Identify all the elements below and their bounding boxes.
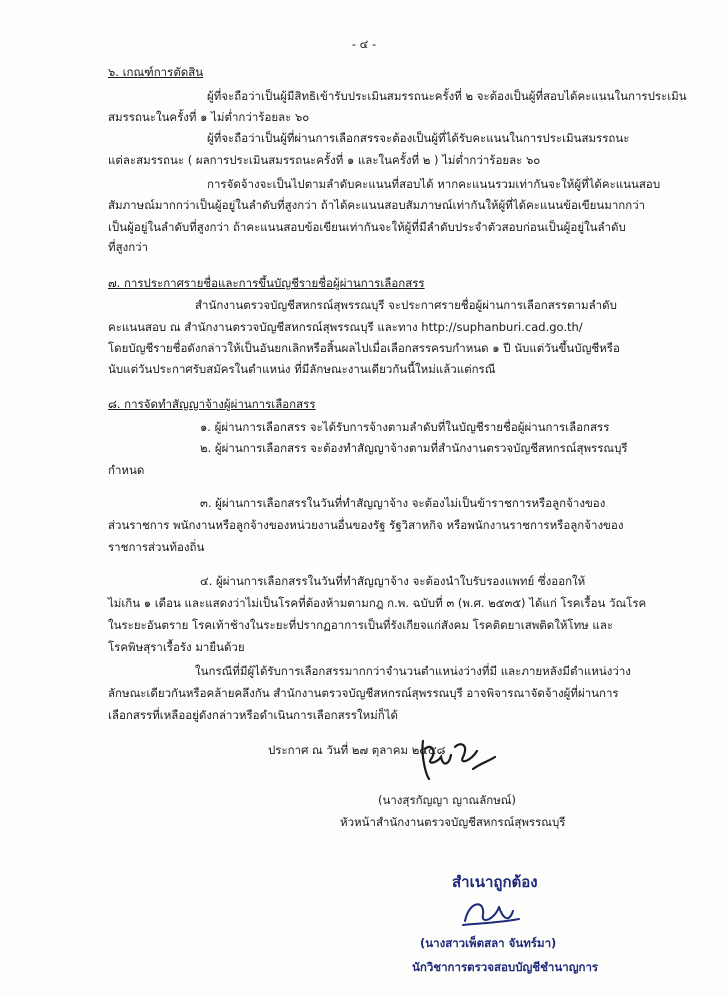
section-7-line: คะแนนสอบ ณ สำนักงานตรวจบัญชีสหกรณ์สุพรรณบุรี และทาง http://suphanburi.cad.go.th/: [108, 320, 583, 334]
section-6-line: เป็นผู้อยู่ในลำดับที่สูงกว่า ถ้าคะแนนสอบข้อเขียนเท่ากันจะให้ผู้ที่มีลำดับประจำตัวสอบก่อนเป็นผู้อยู่ในลำดับ: [108, 220, 626, 234]
signer-name: (นางสุรกัญญา ญาณลักษณ์): [378, 793, 516, 807]
section-8-line: โรคพิษสุราเรื้อรัง มายืนด้วย: [108, 640, 245, 654]
section-8-line: ราชการส่วนท้องถิ่น: [108, 540, 205, 554]
signer-title: หัวหน้าสำนักงานตรวจบัญชีสหกรณ์สุพรรณบุรี: [340, 815, 566, 829]
certifier-name: (นางสาวเพ็ตสลา จันทร์มา): [420, 936, 557, 950]
certified-copy-label: สำเนาถูกต้อง: [452, 873, 538, 891]
section-6-heading: ๖. เกณฑ์การตัดสิน: [108, 65, 204, 79]
section-8-line: ๓. ผู้ผ่านการเลือกสรรในวันที่ทำสัญญาจ้าง จะต้องไม่เป็นข้าราชการหรือลูกจ้างของ: [200, 496, 606, 510]
section-8-line: ๑. ผู้ผ่านการเลือกสรร จะได้รับการจ้างตามลำดับที่ในบัญชีรายชื่อผู้ผ่านการเลือกสรร: [200, 420, 610, 434]
section-6-line: แต่ละสมรรถนะ ( ผลการประเมินสมรรถนะครั้งที่ ๑ และในครั้งที่ ๒ ) ไม่ต่ำกว่าร้อยละ ๖๐: [108, 153, 541, 167]
announce-date: ประกาศ ณ วันที่ ๒๗ ตุลาคม ๒๕๕๘: [268, 743, 446, 757]
certifier-title: นักวิชาการตรวจสอบบัญชีชำนาญการ: [412, 960, 599, 974]
certifier-signature-image: [455, 893, 525, 933]
section-6-line: สัมภาษณ์มากกว่าเป็นผู้อยู่ในลำดับที่สูงกว่า ถ้าได้คะแนนสอบสัมภาษณ์เท่ากันให้ผู้ที่ได้คะแนนข้อเขียนมากกว่า: [108, 198, 646, 212]
section-6-line: สมรรถนะในครั้งที่ ๑ ไม่ต่ำกว่าร้อยละ ๖๐: [108, 110, 310, 124]
section-8-line: เลือกสรรที่เหลืออยู่ดังกล่าวหรือดำเนินการเลือกสรรใหม่ก็ได้: [108, 708, 398, 722]
section-7-line: โดยบัญชีรายชื่อดังกล่าวให้เป็นอันยกเลิกหรือสิ้นผลไปเมื่อเลือกสรรครบกำหนด ๑ ปี นับแต่วันขึ้นบัญชีหรือ: [108, 341, 620, 355]
section-8-line: ๔. ผู้ผ่านการเลือกสรรในวันที่ทำสัญญาจ้าง จะต้องนำใบรับรองแพทย์ ซึ่งออกให้: [200, 574, 586, 588]
section-6-line: ผู้ที่จะถือว่าเป็นผู้ที่ผ่านการเลือกสรรจะต้องเป็นผู้ที่ได้รับคะแนนในการประเมินสมรรถนะ: [207, 131, 630, 145]
section-6-line: ผู้ที่จะถือว่าเป็นผู้มีสิทธิเข้ารับประเมินสมรรถนะครั้งที่ ๒ จะต้องเป็นผู้ที่สอบได้คะแนนในการประเมิน: [207, 89, 687, 103]
section-8-line: ๒. ผู้ผ่านการเลือกสรร จะต้องทำสัญญาจ้างตามที่สำนักงานตรวจบัญชีสหกรณ์สุพรรณบุรี: [200, 441, 628, 455]
section-8-line: ในกรณีที่มีผู้ได้รับการเลือกสรรมากกว่าจำนวนตำแหน่งว่างที่มี และภายหลังมีตำแหน่งว่าง: [195, 664, 631, 678]
section-8-line: ส่วนราชการ พนักงานหรือลูกจ้างของหน่วยงานอื่นของรัฐ รัฐวิสาหกิจ หรือพนักงานราชการหรือลูกจ้างของ: [108, 518, 624, 532]
section-6-line: การจัดจ้างจะเป็นไปตามลำดับคะแนนที่สอบได้ หากคะแนนรวมเท่ากันจะให้ผู้ที่ได้คะแนนสอบ: [207, 177, 661, 191]
section-6-line: ที่สูงกว่า: [108, 240, 149, 254]
section-8-line: ไม่เกิน ๑ เดือน และแสดงว่าไม่เป็นโรคที่ต้องห้ามตามกฎ ก.พ. ฉบับที่ ๓ (พ.ศ. ๒๕๓๕) ได้แก่ โรคเรื้อน วัณโรค: [108, 596, 647, 610]
section-8-heading: ๘. การจัดทำสัญญาจ้างผู้ผ่านการเลือกสรร: [108, 397, 316, 411]
section-7-line: นับแต่วันประกาศรับสมัครในตำแหน่ง ที่มีลักษณะงานเดียวกันนี้ใหม่แล้วแต่กรณี: [108, 362, 496, 376]
section-8-line: ในระยะอันตราย โรคเท้าช้างในระยะที่ปรากฏอาการเป็นที่รังเกียจแก่สังคม โรคติดยาเสพติดให้โทษ และ: [108, 618, 614, 632]
section-8-line: กำหนด: [108, 463, 145, 477]
page-number: - ๔ -: [351, 37, 377, 51]
section-7-line: สำนักงานตรวจบัญชีสหกรณ์สุพรรณบุรี จะประกาศรายชื่อผู้ผ่านการเลือกสรรตามลำดับ: [195, 298, 617, 312]
section-7-heading: ๗. การประกาศรายชื่อและการขึ้นบัญชีรายชื่อผู้ผ่านการเลือกสรร: [108, 276, 425, 290]
section-8-line: ลักษณะเดียวกันหรือคล้ายคลึงกัน สำนักงานตรวจบัญชีสหกรณ์สุพรรณบุรี อาจพิจารณาจัดจ้างผู้ที่ผ่านการ: [108, 686, 619, 700]
signature-image: [415, 733, 505, 788]
